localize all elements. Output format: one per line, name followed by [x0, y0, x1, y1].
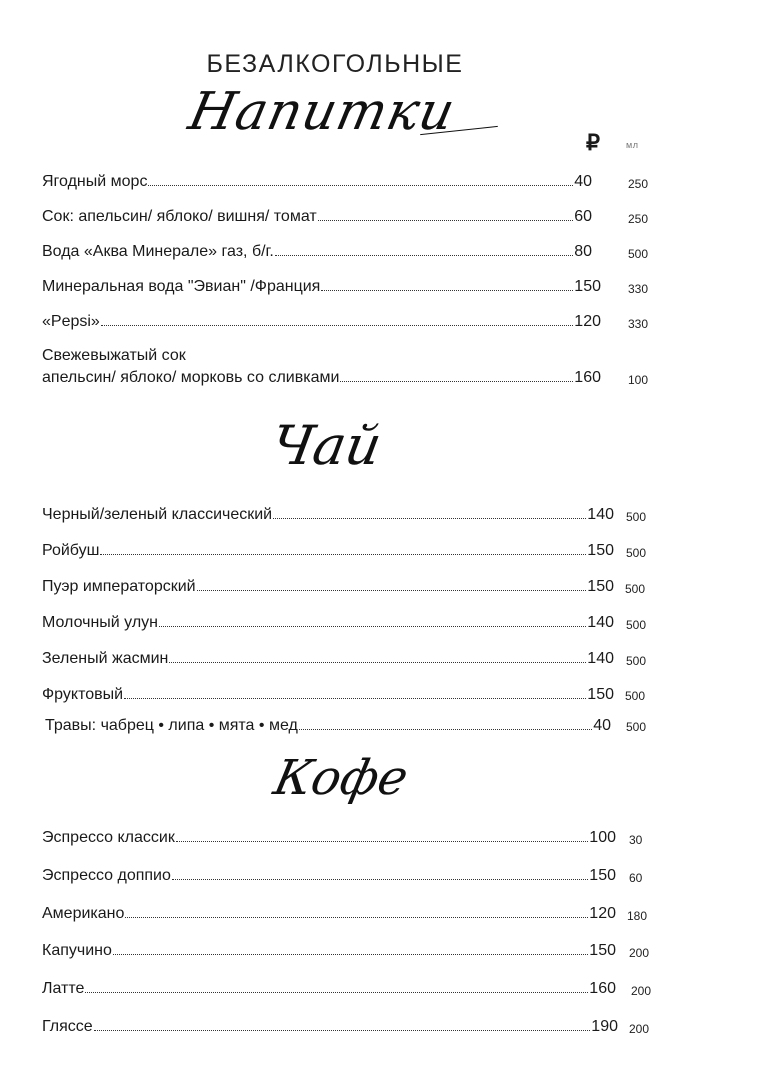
item-name: апельсин/ яблоко/ морковь со сливками	[42, 369, 340, 386]
item-price: 160	[574, 369, 601, 386]
item-price: 190	[591, 1018, 618, 1035]
dot-leader	[94, 1030, 591, 1031]
item-volume: 500	[628, 247, 649, 261]
menu-item	[42, 541, 614, 561]
item-price: 40	[593, 717, 611, 734]
item-price: 120	[574, 313, 601, 330]
script-heading-tea: Чай	[266, 414, 387, 477]
dot-leader	[148, 185, 573, 186]
dot-leader	[340, 381, 573, 382]
price-column-header: ₽	[586, 130, 600, 155]
item-price: 60	[574, 208, 592, 225]
item-price: 150	[589, 867, 616, 884]
item-name: Капучино	[42, 942, 112, 959]
item-volume: 200	[631, 984, 652, 998]
item-price: 140	[587, 614, 614, 631]
menu-item	[42, 172, 592, 192]
item-volume: 250	[628, 212, 649, 226]
item-name: Эспрессо классик	[42, 829, 175, 846]
item-name: «Pepsi»	[42, 313, 100, 330]
item-name: Зеленый жасмин	[42, 650, 169, 667]
item-volume: 30	[629, 833, 643, 847]
item-name: Эспрессо доппио	[42, 867, 171, 884]
dot-leader	[169, 662, 586, 663]
item-volume: 500	[626, 654, 647, 668]
dot-leader	[172, 879, 588, 880]
item-price: 150	[589, 942, 616, 959]
dot-leader	[197, 590, 587, 591]
item-name: Ройбуш	[42, 542, 100, 559]
menu-item	[42, 649, 614, 669]
volume-column-header: мл	[626, 140, 639, 150]
item-price: 140	[587, 650, 614, 667]
item-name: Фруктовый	[42, 686, 124, 703]
item-price: 40	[574, 173, 592, 190]
menu-item	[42, 1017, 618, 1037]
item-name: Вода «Аква Минерале» газ, б/г.	[42, 243, 274, 260]
item-volume: 200	[629, 946, 650, 960]
item-name: Пуэр императорский	[42, 578, 196, 595]
dot-leader	[275, 255, 573, 256]
item-price: 140	[587, 506, 614, 523]
dot-leader	[159, 626, 586, 627]
dot-leader	[100, 554, 586, 555]
item-name: Молочный улун	[42, 614, 158, 631]
item-price: 100	[589, 829, 616, 846]
menu-section-title: БЕЗАЛКОГОЛЬНЫЕ	[206, 50, 464, 78]
dot-leader	[273, 518, 586, 519]
item-volume: 180	[627, 909, 648, 923]
item-volume: 60	[629, 871, 643, 885]
menu-item	[42, 979, 616, 999]
item-price: 80	[574, 243, 592, 260]
menu-item	[42, 207, 592, 227]
item-name: Травы: чабрец • липа • мята • мед	[45, 717, 298, 734]
item-volume: 500	[625, 689, 646, 703]
menu-item	[42, 277, 601, 297]
script-heading-drinks: Напитки	[183, 82, 461, 142]
item-volume: 330	[628, 317, 649, 331]
item-volume: 500	[626, 510, 647, 524]
item-volume: 500	[626, 618, 647, 632]
item-name: Американо	[42, 905, 125, 922]
item-price: 150	[587, 578, 614, 595]
dot-leader	[176, 841, 588, 842]
dot-leader	[124, 698, 586, 699]
item-volume: 500	[626, 720, 647, 734]
item-volume: 500	[625, 582, 646, 596]
menu-item	[42, 828, 616, 848]
item-price: 120	[589, 905, 616, 922]
menu-item	[42, 613, 614, 633]
menu-item	[42, 904, 616, 924]
item-price: 150	[574, 278, 601, 295]
menu-item	[42, 577, 614, 597]
menu-item	[42, 242, 592, 262]
item-price: 160	[589, 980, 616, 997]
dot-leader	[299, 729, 592, 730]
dot-leader	[113, 954, 588, 955]
menu-item	[45, 716, 611, 736]
menu-item	[42, 368, 601, 388]
menu-item	[42, 941, 616, 961]
item-volume: 100	[628, 373, 649, 387]
item-name: Ягодный морс	[42, 173, 148, 190]
menu-item	[42, 685, 614, 705]
dot-leader	[321, 290, 573, 291]
item-name: Минеральная вода "Эвиан" /Франция	[42, 278, 321, 295]
dot-leader	[101, 325, 573, 326]
script-heading-coffee: Кофе	[269, 750, 413, 806]
item-name: Гляссе	[42, 1018, 93, 1035]
menu-item	[42, 505, 614, 525]
item-price: 150	[587, 542, 614, 559]
dot-leader	[85, 992, 588, 993]
item-volume: 330	[628, 282, 649, 296]
item-volume: 200	[629, 1022, 650, 1036]
menu-item	[42, 866, 616, 886]
item-price: 150	[587, 686, 614, 703]
item-name-line1: Свежевыжатый сок	[42, 347, 186, 364]
dot-leader	[125, 917, 588, 918]
menu-item	[42, 312, 601, 332]
item-name: Сок: апельсин/ яблоко/ вишня/ томат	[42, 208, 317, 225]
item-volume: 250	[628, 177, 649, 191]
dot-leader	[318, 220, 574, 221]
item-volume: 500	[626, 546, 647, 560]
item-name: Латте	[42, 980, 85, 997]
item-name: Черный/зеленый классический	[42, 506, 273, 523]
